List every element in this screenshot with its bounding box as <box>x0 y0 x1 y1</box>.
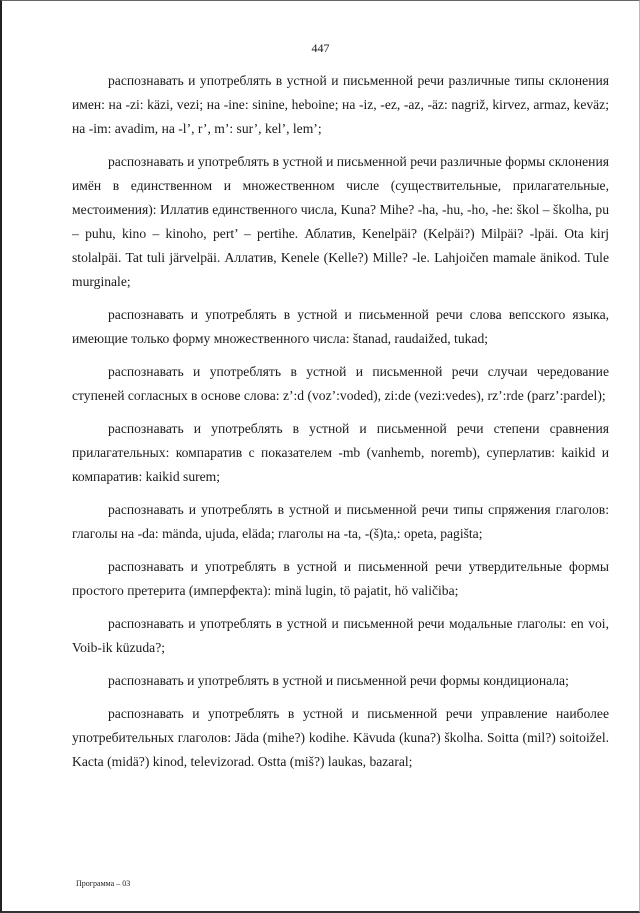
page-footer: Программа – 03 <box>76 879 131 888</box>
paragraph-modal-verbs: распознавать и употреблять в устной и письменной речи модальные глаголы: en voi, Voib-ik küzuda?; <box>72 616 609 655</box>
paragraph-declension-forms: распознавать и употреблять в устной и письменной речи различные формы склонения имён в единственном и множественном числе (существительные, прилагательные, местоимения): Иллатив единственного числа, Kuna? Mihe? -ha, -hu, -ho, -he: škol – školha, pu – puhu, kino – kinoho, pert’ – pertihe. Аблатив, Kenelpäi? (Kelpäi?) Milpäi? -lpäi. Ota kirj stolalpäi. Tat tuli järvelpäi. Аллатив, Kenele (Kelle?) Mille? -le. Lahjoičen mamale änikod. Tule murginale; <box>72 154 609 289</box>
paragraph-adjective-comparison: распознавать и употреблять в устной и письменной речи степени сравнения прилагательных: компаратив с показателем -mb (vanhemb, noremb), суперлатив: kaikid и компаратив: kaikid surem; <box>72 421 609 484</box>
document-body <box>72 69 609 774</box>
paragraph-plural-only-words: распознавать и употреблять в устной и письменной речи слова вепсского языка, имеющие только форму множественного числа: štanad, raudaižed, tukad; <box>72 307 609 346</box>
paragraph-verb-government: распознавать и употреблять в устной и письменной речи управление наиболее употребительных глаголов: Jäda (mihe?) kodihe. Kävuda (kuna?) školha. Soitta (mil?) soitoižel. Kacta (midä?) kinod, televizorad. Ostta (miš?) laukas, bazaral; <box>72 706 609 769</box>
page-number: 447 <box>311 41 330 55</box>
paragraph-conditional: распознавать и употреблять в устной и письменной речи формы кондиционала; <box>108 673 569 688</box>
paragraph-noun-declension-types: распознавать и употреблять в устной и письменной речи различные типы склонения имен: на -zi: käzi, vezi; на -ine: sinine, heboine; на -iz, -ez, -az, -äz: nagriž, kirvez, armaz, keväz; на -im: avadim, на -l’, r’, m’: sur’, kel’, lem’; <box>72 73 609 136</box>
paragraph-consonant-gradation: распознавать и употреблять в устной и письменной речи случаи чередование ступеней согласных в основе слова: z’:d (voz’:voded), zi:de (vezi:vedes), rz’:rde (parz’:pardel); <box>72 364 609 403</box>
paragraph-simple-preterite: распознавать и употреблять в устной и письменной речи утвердительные формы простого претерита (имперфекта): minä lugin, tö pajatit, hö valičiba; <box>72 559 609 598</box>
paragraph-verb-conjugation: распознавать и употреблять в устной и письменной речи типы спряжения глаголов: глаголы на -da: mända, ujuda, eläda; глаголы на -ta, -(š)ta,: opeta, pagišta; <box>72 502 609 541</box>
